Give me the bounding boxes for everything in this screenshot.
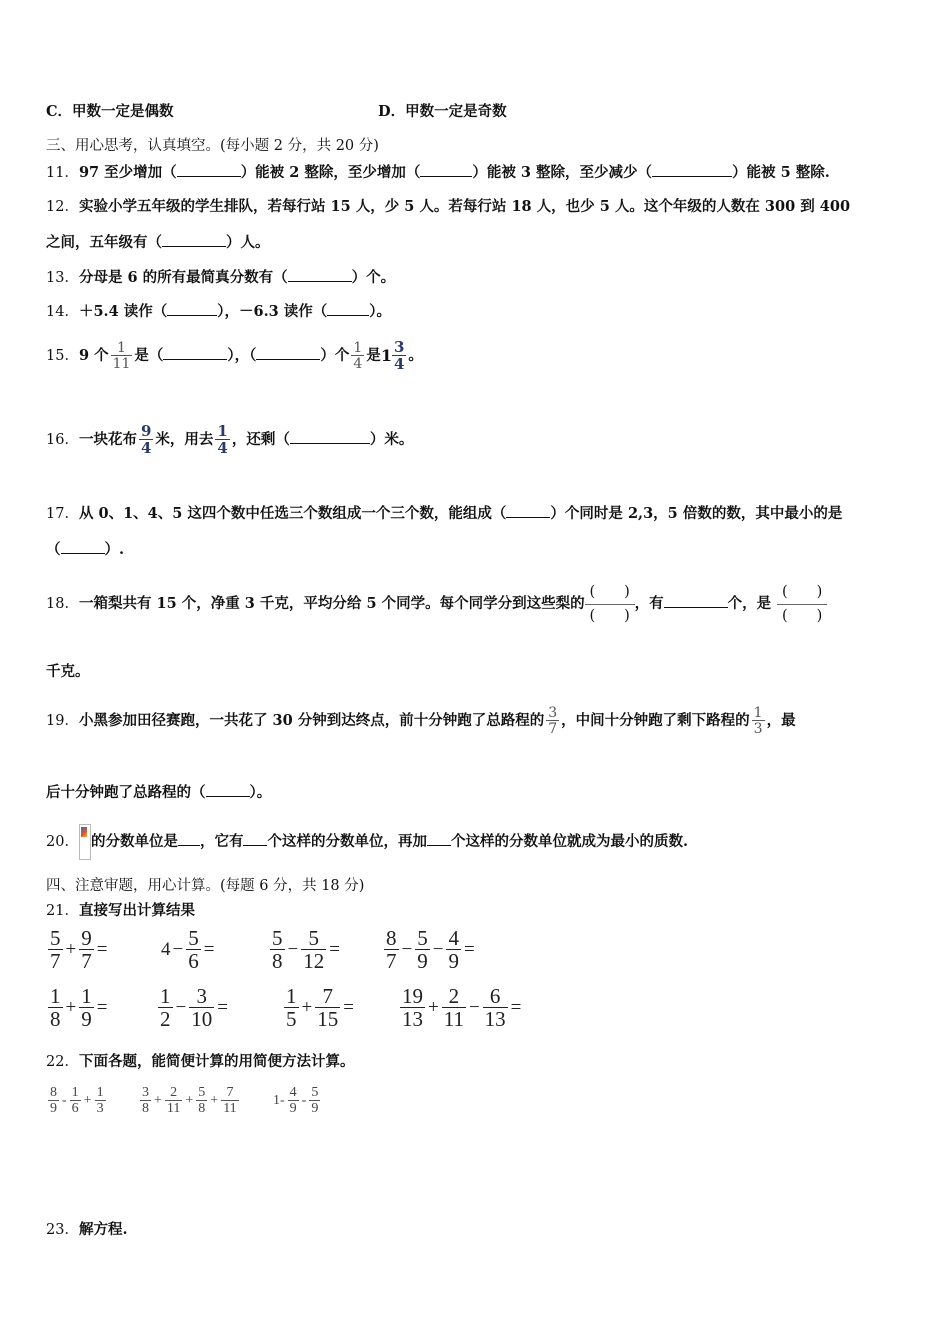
q21-row2-expr1: [46, 986, 108, 1030]
q22-e2-b-num: 2: [170, 1085, 178, 1100]
q16-f2-den: 4: [217, 439, 228, 457]
q15-blank-2[interactable]: [256, 345, 320, 360]
q21-r2e2-b: [189, 986, 214, 1030]
q21-r1e2-eq: =: [203, 939, 215, 960]
q21-r1e4-b: [415, 928, 430, 972]
q19-f1-den: 7: [548, 721, 558, 737]
q19-line2-b: ）。: [249, 784, 272, 801]
q12-line1: 实验小学五年级的学生排队，若每行站 15 人，少 5 人。若每行站 18 人，也少 5 人。这个年级的人数在 300 到 400: [78, 198, 851, 215]
q21-r1e4-a: [384, 928, 399, 972]
q22-title: 下面各题，能简便计算的用简便方法计算。: [78, 1053, 355, 1070]
q19-fraction-2: [752, 706, 765, 736]
q22-e3-b-den: 9: [311, 1101, 319, 1116]
q20-d: 个这样的分数单位就成为最小的质数.: [450, 833, 688, 850]
q22-e2-op1: +: [154, 1093, 162, 1108]
q21-r2e4-b-num: 2: [448, 984, 460, 1008]
q21-r1e4-a-den: 7: [386, 949, 397, 973]
q20-c: 个这样的分数单位，再加: [267, 833, 427, 850]
q18-paren-fraction-1[interactable]: [585, 585, 635, 623]
q17-line2-a: （: [46, 541, 61, 558]
q21-r2e1-eq: =: [96, 997, 108, 1018]
choice-d-text: D．甲数一定是奇数: [378, 103, 507, 120]
q17-blank-1[interactable]: [506, 503, 550, 518]
q11-blank-1[interactable]: [177, 162, 241, 177]
question-23: [46, 1220, 128, 1240]
q21-r1e4-c-num: 4: [448, 926, 459, 950]
q18-pf1-den: ( ): [585, 604, 635, 624]
q21-row2-expr2: [156, 986, 229, 1030]
q22-expr2: [138, 1086, 241, 1116]
q18-paren-fraction-2[interactable]: [777, 585, 827, 623]
q12-line2-b: ）人。: [226, 234, 270, 251]
q21-r1e1-a-den: 7: [50, 949, 61, 973]
q22-e3-a: [288, 1086, 299, 1116]
question-17-line2: [46, 539, 124, 560]
q21-r1e4-eq: =: [463, 939, 475, 960]
q15-blank-1[interactable]: [163, 345, 227, 360]
q22-e2-b-den: 11: [166, 1101, 181, 1116]
question-20: [46, 824, 688, 860]
q17-line1-a: 从 0、1、4、5 这四个数中任选三个数组成一个三个数，能组成（: [78, 505, 507, 522]
q15-end: 。: [408, 347, 423, 364]
q21-r2e2-a-den: 2: [160, 1007, 171, 1031]
q21-r1e1-a-num: 5: [50, 926, 61, 950]
q21-r2e4-c-den: 13: [484, 1007, 506, 1031]
q22-e2-e-den: 11: [223, 1101, 237, 1116]
q12-number: 12．: [46, 199, 79, 215]
q19-number: 19．: [46, 713, 79, 729]
q16-fraction-2: [215, 424, 229, 456]
q21-r2e3-op: +: [301, 997, 313, 1018]
q15-e: 是: [366, 347, 381, 364]
q22-e2-op3: +: [210, 1093, 219, 1108]
q15-c: ），（: [227, 347, 257, 364]
q16-f1-num: 9: [140, 422, 152, 440]
q18-pf1-num: ( ): [589, 584, 630, 600]
q21-r1e3-b: [301, 928, 326, 972]
q21-r2e1-op: +: [65, 997, 77, 1018]
q18-blank[interactable]: [664, 593, 728, 608]
q22-e2-e-num: 7: [226, 1085, 234, 1100]
q21-r2e4-c-num: 6: [489, 984, 501, 1008]
q14-blank-1[interactable]: [167, 301, 217, 316]
q21-title: 直接写出计算结果: [78, 902, 195, 919]
question-12-line2: [46, 232, 270, 253]
q22-e3-b: [309, 1086, 320, 1116]
q19-f2-num: 1: [753, 705, 763, 721]
q16-number: 16．: [46, 432, 79, 448]
q15-f1-num: 1: [117, 340, 126, 356]
q12-blank[interactable]: [162, 232, 226, 247]
q21-r1e2-b: [186, 928, 201, 972]
q21-row1-expr2: [160, 928, 215, 972]
q21-r2e3-a-num: 1: [286, 984, 297, 1008]
q11-number: 11．: [46, 165, 79, 181]
q15-mixed-whole: 1: [380, 346, 392, 365]
question-11: [46, 162, 830, 183]
q18-pf2-num: ( ): [781, 584, 823, 600]
q22-e2-a-num: 3: [142, 1085, 149, 1100]
q21-r1e2-b-num: 5: [188, 926, 199, 950]
question-13: [46, 267, 395, 288]
section3-title: 三、用心思考，认真填空。(每小题 2 分，共 20 分): [46, 138, 379, 154]
q13-a: 分母是 6 的所有最简真分数有（: [78, 269, 288, 286]
q21-r1e1-b-den: 7: [81, 949, 92, 973]
q21-r2e3-b-den: 15: [317, 1007, 339, 1031]
q22-e1-a-num: 8: [50, 1085, 57, 1100]
q11-part-2: ）能被 2 整除，至少增加（: [240, 164, 421, 181]
q17-line1-b: ）个同时是 2,3，5 倍数的数，其中最小的是: [550, 505, 843, 522]
q22-expr3: [272, 1086, 322, 1116]
q21-r1e1-op: +: [65, 939, 77, 960]
q21-r2e4-b: [442, 986, 466, 1030]
q18-a: 一箱梨共有 15 个，净重 3 千克，平均分给 5 个同学。每个同学分到这些梨的: [78, 595, 585, 612]
q22-e2-c-den: 8: [198, 1101, 206, 1116]
q21-r2e4-eq: =: [510, 997, 522, 1018]
q20-blank-3[interactable]: [427, 831, 451, 846]
q22-e2-c: [196, 1086, 207, 1116]
q21-row1-expr1: [46, 928, 108, 972]
q22-number: 22．: [46, 1054, 79, 1070]
q21-r1e4-c: [446, 928, 461, 972]
q15-fraction-1: [111, 341, 133, 371]
q15-d: ）个: [320, 347, 350, 364]
q14-b: ），－6.3 读作（: [217, 303, 328, 320]
fraction-image-icon: [79, 824, 91, 860]
q21-r1e1-a: [48, 928, 63, 972]
q22-e3-b-num: 5: [311, 1085, 319, 1100]
q21-r1e3-op: −: [287, 939, 299, 960]
q21-r2e4-a-den: 13: [402, 1007, 423, 1031]
q22-expr1: [46, 1086, 108, 1116]
q21-r2e1-b-den: 9: [81, 1007, 92, 1031]
q21-r1e4-b-num: 5: [417, 926, 428, 950]
q11-part-4: ）能被 5 整除.: [732, 164, 830, 181]
q21-row1-expr3: [268, 928, 341, 972]
q20-blank-1[interactable]: [178, 831, 200, 846]
q16-blank[interactable]: [290, 429, 370, 444]
q21-r2e3-a-den: 5: [286, 1007, 297, 1031]
q21-r2e1-a-den: 8: [50, 1007, 61, 1031]
q15-f2-num: 1: [353, 340, 363, 356]
choice-c: [46, 102, 174, 122]
question-17: [46, 503, 842, 524]
q14-number: 14．: [46, 304, 79, 320]
q21-r1e3-a-num: 5: [272, 926, 283, 950]
q20-b: ，它有: [199, 833, 244, 850]
q21-r1e3-a: [270, 928, 285, 972]
q21-r2e1-a: [48, 986, 63, 1030]
q19-f2-den: 3: [753, 721, 763, 737]
question-18-line2: 千克。: [46, 663, 90, 680]
q20-number: 20．: [46, 834, 79, 850]
q21-r2e3-b-num: 7: [322, 984, 333, 1008]
q21-r1e1-b: [79, 928, 94, 972]
q21-row1-expr4: [382, 928, 476, 972]
q21-r2e2-eq: =: [217, 997, 228, 1018]
q21-r1e4-b-den: 9: [417, 949, 428, 973]
q23-title: 解方程.: [78, 1221, 128, 1238]
q22-e3-op1: -: [301, 1093, 307, 1108]
q21-r2e4-c: [483, 986, 508, 1030]
q21-r1e3-eq: =: [329, 939, 340, 960]
q13-b: ）个。: [351, 269, 396, 286]
q22-e1-b-den: 6: [71, 1101, 79, 1116]
q21-r2e4-a-num: 19: [402, 984, 423, 1008]
q17-number: 17．: [46, 506, 79, 522]
q14-a: ＋5.4 读作（: [78, 303, 168, 320]
q11-part-3: ）能被 3 整除，至少减少（: [472, 164, 653, 181]
q19-b: ，中间十分钟跑了剩下路程的: [561, 712, 750, 729]
question-14: [46, 301, 391, 322]
q16-f1-den: 4: [140, 439, 152, 457]
q22-e1-b-num: 1: [71, 1085, 79, 1100]
q21-number: 21．: [46, 903, 79, 919]
q21-r2e3-b: [315, 986, 340, 1030]
q11-blank-2[interactable]: [420, 162, 472, 177]
choice-c-text: C．甲数一定是偶数: [46, 103, 174, 120]
q15-f3-num: 3: [393, 338, 405, 356]
q19-c: ，最: [766, 712, 796, 729]
q20-blank-2[interactable]: [243, 831, 267, 846]
question-22: [46, 1052, 354, 1072]
q16-c: ，还剩（: [231, 431, 290, 448]
q22-e1-b: [70, 1086, 81, 1116]
q18-pf2-den: ( ): [777, 604, 827, 624]
q19-blank[interactable]: [206, 782, 250, 797]
q21-r2e4-op2: −: [468, 997, 480, 1018]
q21-r1e3-a-den: 8: [272, 949, 283, 973]
q13-number: 13．: [46, 270, 79, 286]
q12-line2-a: 之间，五年级有（: [46, 234, 162, 251]
q21-r1e4-op1: −: [401, 939, 413, 960]
q21-r2e4-a: [400, 986, 425, 1030]
q14-c: ）。: [369, 303, 392, 320]
q22-e2-c-num: 5: [198, 1085, 206, 1100]
q17-blank-2[interactable]: [61, 539, 105, 554]
q22-e1-a: [48, 1086, 59, 1116]
q21-r1e4-c-den: 9: [448, 949, 459, 973]
q21-r2e3-a: [284, 986, 299, 1030]
q18-b: ，有: [634, 595, 664, 612]
q16-a: 一块花布: [78, 431, 137, 448]
q21-r2e2-b-num: 3: [196, 984, 207, 1008]
q15-number: 15．: [46, 348, 79, 364]
q19-f1-num: 3: [548, 705, 558, 721]
section4-title: 四、注意审题，用心计算。(每题 6 分，共 18 分): [46, 878, 365, 894]
q21-r1e3-b-num: 5: [308, 926, 319, 950]
q11-part-1: 97 至少增加（: [78, 164, 177, 181]
q21-r1e2-op: −: [172, 939, 184, 960]
q21-r2e1-a-num: 1: [50, 984, 61, 1008]
q21-row2-expr3: [282, 986, 355, 1030]
question-12: [46, 197, 850, 217]
q22-e1-a-den: 9: [50, 1101, 57, 1116]
q21-r2e4-op1: +: [428, 997, 439, 1018]
question-19-line2: [46, 782, 271, 803]
q15-fraction-2: [351, 341, 364, 371]
q21-r2e2-b-den: 10: [191, 1007, 213, 1031]
q22-e2-a-den: 8: [142, 1101, 149, 1116]
q15-fraction-3: [392, 340, 406, 372]
q21-r2e1-b: [79, 986, 94, 1030]
q22-e2-e: [221, 1086, 238, 1116]
q14-blank-2[interactable]: [327, 301, 369, 316]
q21-r1e2-lead: 4: [161, 939, 171, 960]
q15-b: 是（: [134, 347, 164, 364]
question-19: [46, 706, 796, 736]
q21-r1e4-a-num: 8: [386, 926, 397, 950]
q23-number: 23．: [46, 1222, 79, 1238]
q22-e3-a-num: 4: [289, 1085, 297, 1100]
q15-a: 9 个: [78, 347, 109, 364]
q22-e2-b: [165, 1086, 182, 1116]
q22-e1-c: [95, 1086, 106, 1116]
q21-r2e2-a: [158, 986, 173, 1030]
q22-e2-op2: +: [185, 1093, 194, 1108]
q19-line2-a: 后十分钟跑了总路程的（: [46, 784, 206, 801]
q22-e3-a-den: 9: [289, 1101, 297, 1116]
q15-f3-den: 4: [393, 355, 405, 373]
q18-number: 18．: [46, 596, 79, 612]
q19-fraction-1: [546, 706, 559, 736]
q15-f2-den: 4: [353, 356, 363, 372]
q21-r2e2-op: −: [175, 997, 187, 1018]
q21-r2e3-eq: =: [343, 997, 354, 1018]
q16-f2-num: 1: [217, 422, 228, 440]
q18-c: 个，是: [727, 595, 772, 612]
q21-r1e4-op2: −: [432, 939, 444, 960]
q19-a: 小黑参加田径赛跑，一共花了 30 分钟到达终点，前十分钟跑了总路程的: [78, 712, 545, 729]
question-16: [46, 424, 413, 456]
q21-row2-expr4: [398, 986, 522, 1030]
q21-r1e1-b-num: 9: [81, 926, 92, 950]
q22-e1-c-den: 3: [96, 1101, 104, 1116]
question-18: [46, 585, 827, 623]
q21-r2e4-b-den: 11: [443, 1007, 464, 1031]
q20-a: 的分数单位是: [90, 833, 178, 850]
choice-d: [378, 102, 507, 122]
q17-line2-b: ）.: [104, 541, 125, 558]
q21-r2e2-a-num: 1: [160, 984, 171, 1008]
q16-d: ）米。: [369, 431, 414, 448]
q21-r1e2-b-den: 6: [188, 949, 199, 973]
q22-e3-lead: 1-: [273, 1093, 285, 1108]
q15-f1-den: 11: [112, 356, 131, 372]
q22-e1-c-num: 1: [96, 1085, 104, 1100]
q22-e1-op1: -: [62, 1093, 67, 1108]
q22-e2-a: [140, 1086, 151, 1116]
q21-r1e1-eq: =: [96, 939, 108, 960]
q16-fraction-1: [139, 424, 153, 456]
question-21: [46, 901, 195, 921]
q22-e1-op2: +: [83, 1093, 92, 1108]
q13-blank[interactable]: [288, 267, 352, 282]
q11-blank-3[interactable]: [652, 162, 732, 177]
q21-r2e1-b-num: 1: [81, 984, 92, 1008]
q21-r1e3-b-den: 12: [303, 949, 325, 973]
question-15: [46, 340, 423, 372]
q16-b: 米，用去: [155, 431, 214, 448]
